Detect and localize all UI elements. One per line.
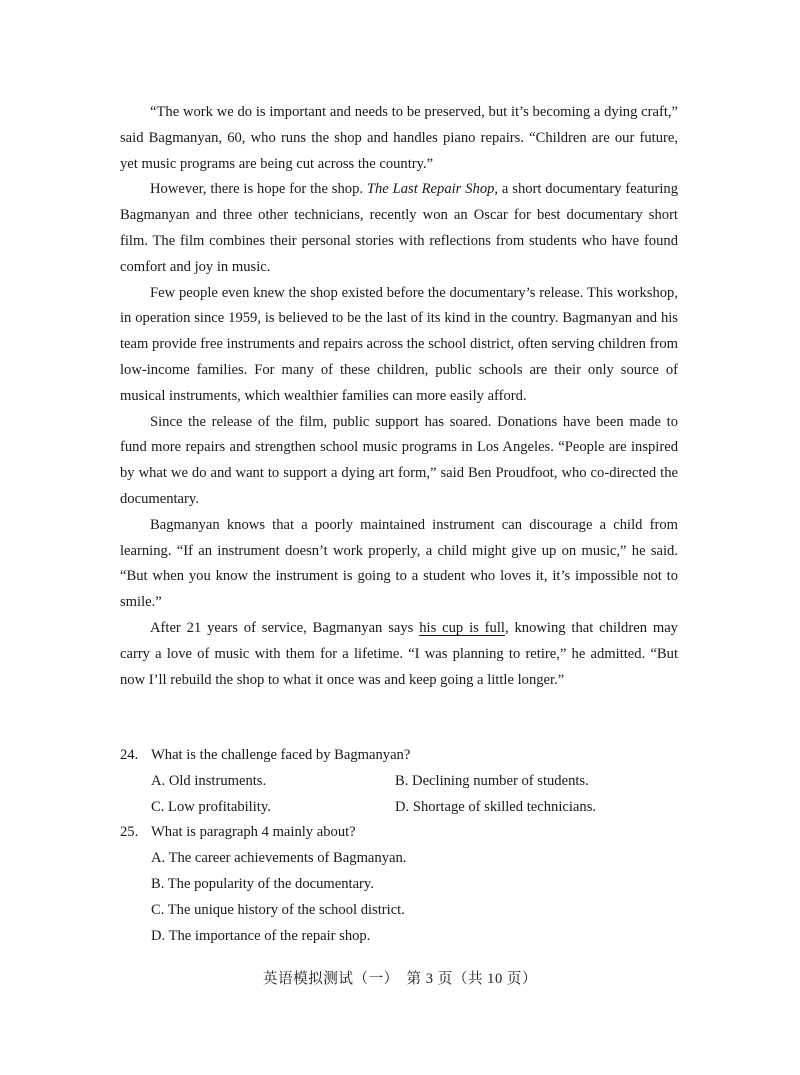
option-c: C. The unique history of the school district. xyxy=(151,901,405,918)
paragraph-1: “The work we do is important and needs to be preserved, but it’s becoming a dying craft,” said Bagmanyan, 60, who runs the shop and handles piano repairs. “Children are our future, yet music programs are being cut across the country.” xyxy=(120,104,678,172)
film-title: The Last Repair Shop xyxy=(366,181,495,198)
question-stem xyxy=(120,820,680,846)
question-24 xyxy=(120,743,680,820)
page-footer: 英语模拟测试（一） 第 3 页（共 10 页） xyxy=(262,971,538,987)
option-a: A. Old instruments. xyxy=(151,772,267,789)
reading-passage xyxy=(120,100,678,693)
paragraph-6 xyxy=(120,616,678,693)
question-number: 25. xyxy=(120,824,139,841)
option-d: D. The importance of the repair shop. xyxy=(151,927,371,944)
paragraph-5: Bagmanyan knows that a poorly maintained instrument can discourage a child from learning. “If an instrument doesn’t work properly, a child might give up on music,” he said. “But when you know the instrument is going to a student who loves it, it’s impossible not to smile.” xyxy=(120,516,678,611)
question-25 xyxy=(120,820,680,949)
paragraph-2 xyxy=(120,177,678,280)
option-a: A. The career achievements of Bagmanyan. xyxy=(151,850,407,867)
underlined-phrase: his cup is full xyxy=(419,619,505,636)
paragraph-6-part-2: , knowing that children may carry a love of music with them for a lifetime. “I was planning to retire,” he admitted. “But now I’ll rebuild the shop to what it once was and keep going a little longer.” xyxy=(120,619,678,688)
answer-options xyxy=(120,846,680,949)
question-stem xyxy=(120,743,680,769)
question-text: What is paragraph 4 mainly about? xyxy=(151,824,356,841)
paragraph-4: Since the release of the film, public support has soared. Donations have been made to fund more repairs and strengthen school music programs in Los Angeles. “People are inspired by what we do and want to support a dying art form,” said Ben Proudfoot, who co-directed the documentary. xyxy=(120,413,678,507)
option-b: B. Declining number of students. xyxy=(395,772,589,789)
option-d: D. Shortage of skilled technicians. xyxy=(395,798,597,815)
question-text: What is the challenge faced by Bagmanyan? xyxy=(151,747,411,763)
paragraph-6-part-1: After 21 years of service, Bagmanyan says xyxy=(150,619,420,636)
paragraph-2-part-1: However, there is hope for the shop. xyxy=(150,181,367,198)
option-c: C. Low profitability. xyxy=(151,798,271,815)
answer-options xyxy=(120,769,680,821)
option-b: B. The popularity of the documentary. xyxy=(151,875,374,892)
paragraph-3: Few people even knew the shop existed before the documentary’s release. This workshop, in operation since 1959, is believed to be the last of its kind in the country. Bagmanyan and his team provide free instruments and repairs across the school district, often serving children from low-income families. For many of these children, public schools are their only source of musical instruments, which wealthier families can more easily afford. xyxy=(120,284,678,404)
paragraph-2-part-2: , a short documentary featuring Bagmanyan and three other technicians, recently won an Oscar for best documentary short film. The film combines their personal stories with reflections from students who have found comfort and joy in music. xyxy=(120,181,679,275)
question-list xyxy=(120,743,680,949)
question-number: 24. xyxy=(120,747,139,763)
